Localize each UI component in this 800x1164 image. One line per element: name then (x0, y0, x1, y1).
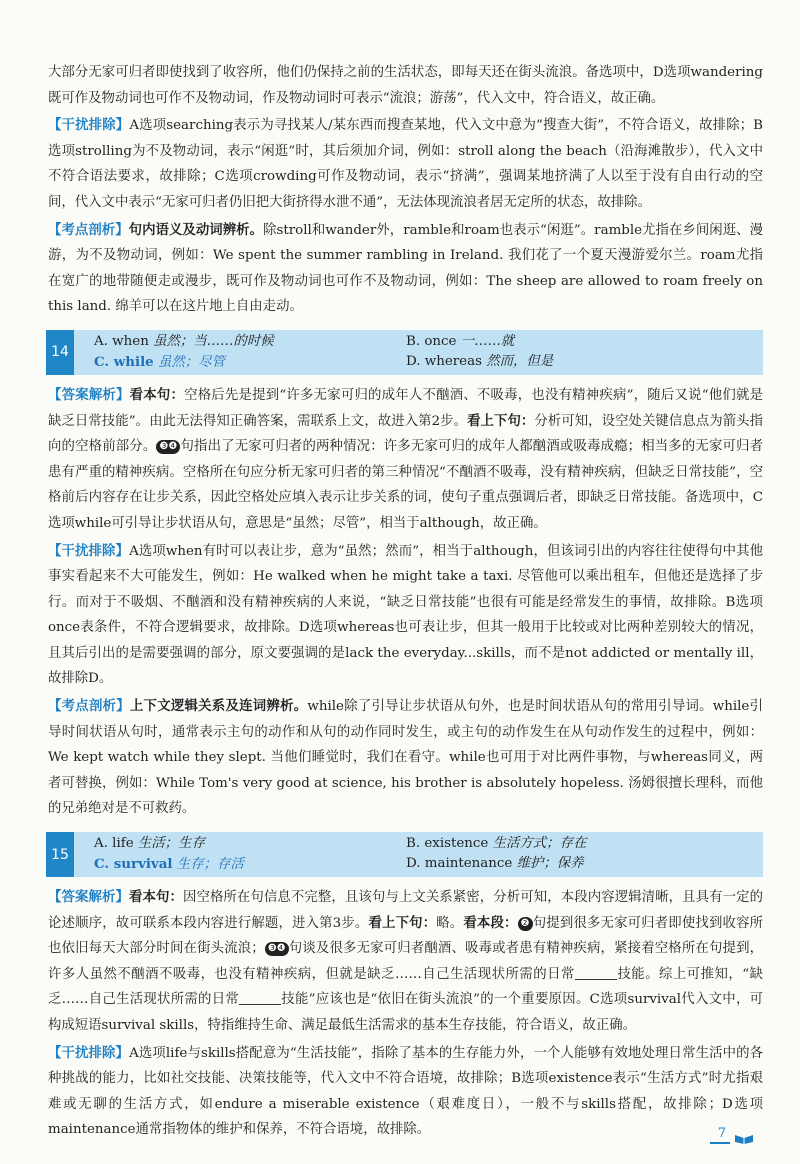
option-b: B. existence 生活方式；存在 (406, 836, 587, 852)
question-number: 14 (46, 330, 74, 375)
question-number: 15 (46, 832, 74, 877)
sentence-number-badge: ❷ (518, 917, 533, 931)
page-content (48, 60, 763, 1143)
paragraph-keypoint-13: 【考点剖析】句内语义及动词辨析。除stroll和wander外，ramble和roam也表示“闲逛”。ramble尤指在乡间闲逛、漫游，为不及物动词，例如：We spent the summer rambling in Ireland. 我们花了一个夏天漫游爱尔兰。roam尤指在宽广的地带随便走或漫步，既可作及物动词也可作不及物动词，例如：The sheep are allowed to roam freely on this land. 绵羊可以在这片地上自由走动。 (48, 221, 764, 315)
section-tag: 【考点剖析】 (48, 221, 129, 238)
paragraph-distractor-14: 【干扰排除】A选项when有时可以表让步，意为“虽然；然而”，相当于although，但该词引出的内容往往使得句中其他事实看起来不大可能发生，例如：He walked when he might take a taxi. 尽管他可以乘出租车，但他还是选择了步行。而对于不吸烟、不酗酒和没有精神疾病的人来说，“缺乏日常技能”也很有可能是经常发生的事情，故排除。B选项once表条件，不符合逻辑要求，故排除。D选项whereas也可表让步，但其一般用于比较或对比两种差别较大的情况，且其后引出的是需要强调的部分，原文要强调的是lack the everyday...skills，而不是not addicted or mentally ill，故排除D。 (48, 542, 764, 687)
paragraph-keypoint-14: 【考点剖析】上下文逻辑关系及连词辨析。while除了引导让步状语从句外，也是时间状语从句的常用引导词。while引导时间状语从句时，通常表示主句的动作和从句的动作同时发生，或主句的动作发生在从句动作发生的过程中，例如：We kept watch while they slept. 当他们睡觉时，我们在看守。while也可用于对比两件事物，与whereas同义，两者可替换，例如：While Tom's very good at science, his brother is absolutely hopeless. 汤姆很擅长理科，而他的兄弟绝对是不可救药。 (48, 698, 764, 817)
option-d: D. maintenance 维护；保养 (406, 856, 584, 872)
paragraph-answer-15: 【答案解析】看本句：因空格所在句信息不完整，且该句与上文关系紧密，分析可知，本段内容逻辑清晰，且具有一定的论述顺序，故可联系本段内容进行解题，进入第3步。看上下句：略。看本段： ❷ 句提到很多无家可归者即使找到收容所也依旧每天大部分时间在街头流浪； ❸❹ 句谈及很多无家可归者酗酒、吸毒或者患有精神疾病，紧接着空格所在句提到，许多人虽然不酗酒不吸毒，也没有精神疾病，但就是缺乏……自己生活现状所需的日常 技能。综上可推知，“缺乏……自己生活现状所需的日常 技能”应该也是“依旧在街头流浪”的一个重要原因。C选项survival代入文中，可构成短语survival skills，特指维持生命、满足最低生活需求的基本生存技能，符合语义，故正确。 (48, 889, 764, 1033)
sentence-number-badge: ❸❹ (156, 440, 180, 454)
book-icon (734, 1132, 754, 1144)
option-d: D. whereas 然而，但是 (406, 353, 554, 369)
sentence-number-badge: ❸❹ (265, 942, 289, 956)
question-15-options (48, 832, 763, 877)
option-b: B. once 一……就 (406, 333, 515, 349)
paragraph-distractor-15: 【干扰排除】A选项life与skills搭配意为“生活技能”，指除了基本的生存能力外，一个人能够有效地处理日常生活中的各种挑战的能力，比如社交技能、决策技能等，代入文中不符合语境，故排除；B选项existence表示“生活方式”时尤指艰难或无聊的生活方式，如endure a miserable existence（艰难度日），一般不与skills搭配，故排除；D选项maintenance通常指物体的维护和保养，不符合语境，故排除。 (48, 1044, 764, 1138)
paragraph-distractor-13: 【干扰排除】A选项searching表示为寻找某人/某东西而搜查某地，代入文中意为“搜查大街”，不符合语义，故排除；B选项strolling为不及物动词，表示“闲逛”时，其后须加介词，例如：stroll along the beach（沿海滩散步），代入文中不符合语法要求，故排除；C选项crowding可作及物动词，表示“挤满”，强调某地挤满了人以至于没有自由行动的空间，代入文中表示“无家可归者仍旧把大街挤得水泄不通”，无法体现流浪者居无定所的状态，故排除。 (48, 117, 764, 210)
option-c-correct: C. survival 生存；存活 (94, 856, 244, 873)
page-footer (710, 1126, 754, 1144)
paragraph-intro: 大部分无家可归者即使找到了收容所，他们仍保持之前的生活状态，即每天还在街头流浪。备选项中，D选项wandering既可作及物动词也可作不及物动词，作及物动词时可表示“流浪；游荡”，代入文中，符合语义，故正确。 (48, 65, 763, 106)
paragraph-answer-14: 【答案解析】看本句：空格后先是提到“许多无家可归的成年人不酗酒、不吸毒，也没有精神疾病”，随后又说“他们就是缺乏日常技能”。由此无法得知正确答案，需联系上文，故进入第2步。看上下句：分析可知，设空处关键信息点为箭头指向的空格前部分。 ❸❹ 句指出了无家可归者的两种情况：许多无家可归的成年人都酗酒或吸毒成瘾；相当多的无家可归者患有严重的精神疾病。空格所在句应分析无家可归者的第三种情况“不酗酒不吸毒，没有精神疾病，但缺乏日常技能”，空格前后内容存在让步关系，因此空格处应填入表示让步关系的词，使句子重点强调后者，即缺乏日常技能。备选项中，C选项while可引导让步状语从句，意思是“虽然；尽管”，相当于although，故正确。 (48, 386, 764, 531)
section-tag: 【干扰排除】 (48, 117, 130, 134)
option-a: A. life 生活；生存 (94, 836, 205, 852)
option-a: A. when 虽然；当……的时候 (94, 333, 274, 349)
page-number: 7 (710, 1126, 730, 1144)
fill-blank (239, 990, 281, 1005)
option-c-correct: C. while 虽然；尽管 (94, 353, 225, 370)
fill-blank (575, 965, 617, 980)
question-14-options (48, 330, 763, 375)
